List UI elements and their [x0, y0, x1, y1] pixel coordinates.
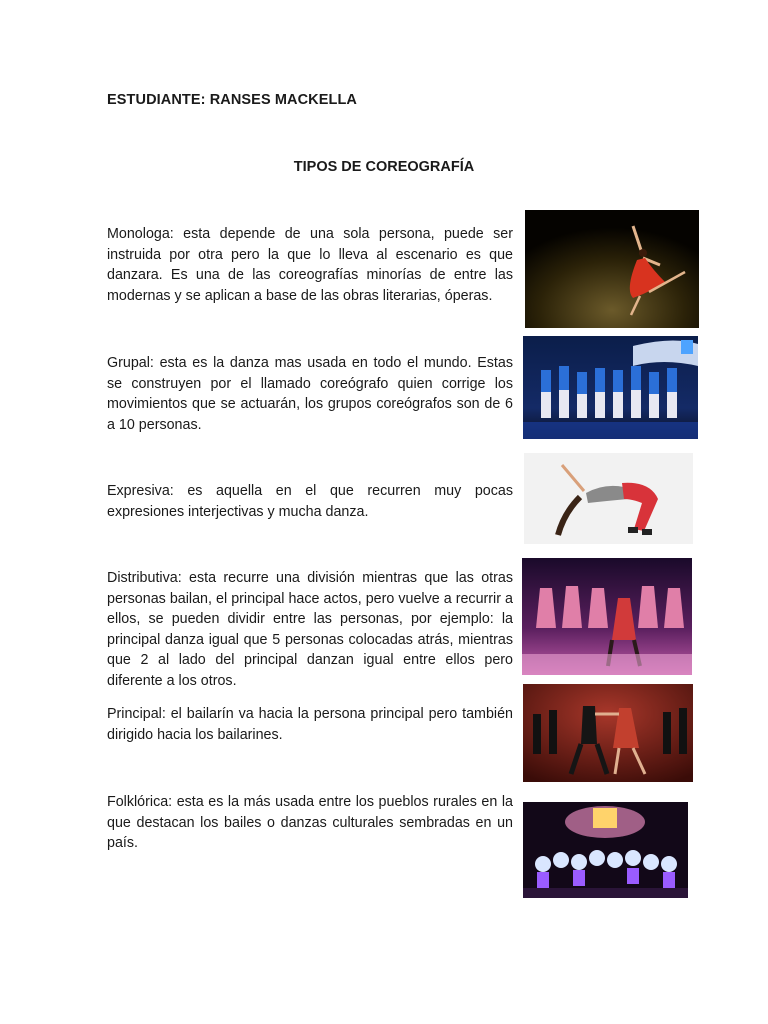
student-name: ESTUDIANTE: RANSES MACKELLA [107, 92, 358, 108]
section-distributiva-text: Distributiva: esta recurre una división mientras que las otras personas bailan, el principal hace actos, pero vuelve a recurrir a ellos, se pueden dividir entre las personas, por ejemplo: la principal danza igual que 5 personas colocadas atrás, mientras que 2 al lado del principal danzan igual entre ellos pero diferente a los otros. [107, 570, 513, 689]
section-monologa-text: Monologa: esta depende de una sola persona, puede ser instruida por otra pero la que lo lleva al escenario es que danzara. Es una de las coreografías minorías de entre las modernas y se aplican a base de las obras literarias, óperas. [107, 226, 513, 304]
group-dancers-blue-stage-photo [523, 336, 698, 439]
section-expresiva-text: Expresiva: es aquella en el que recurren muy pocas expresiones interjectivas y mucha danza. [107, 483, 513, 520]
section-grupal-text: Grupal: esta es la danza mas usada en todo el mundo. Estas se construyen por el llamado coreógrafo quien corrige los movimientos que se actuarán, los grupos coreógrafos son de 6 a 10 personas. [107, 355, 513, 433]
expressive-dancer-backbend-photo [524, 453, 693, 544]
folkloric-dance-colorful-stage-photo [523, 802, 688, 898]
ensemble-ballet-pink-stage-photo [522, 558, 692, 675]
section-folklorica-text: Folklórica: esta es la más usada entre los pueblos rurales en la que destacan los bailes o danzas culturales sembradas en un país. [107, 794, 513, 852]
principal-couple-dancers-photo [523, 684, 693, 782]
document-title: TIPOS DE COREOGRAFÍA [293, 159, 475, 175]
solo-dancer-red-dress-photo [525, 210, 699, 328]
section-principal-text: Principal: el bailarín va hacia la persona principal pero también dirigido hacia los bailarines. [107, 706, 513, 743]
